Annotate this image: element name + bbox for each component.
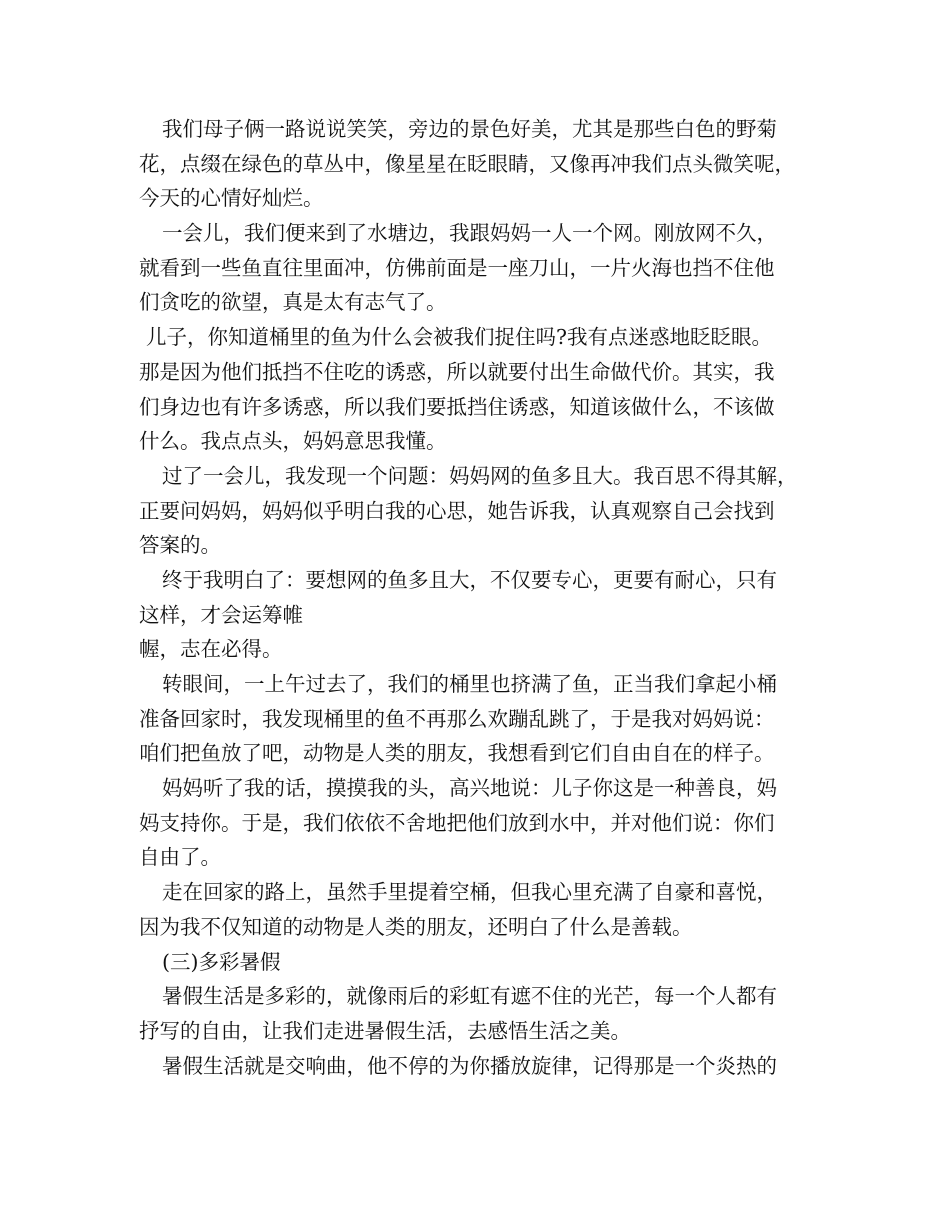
text-line: 正要问妈妈，妈妈似乎明白我的心思，她告诉我，认真观察自己会找到 — [139, 498, 775, 523]
text-line: 答案的。 — [139, 533, 221, 558]
text-line: 暑假生活就是交响曲，他不停的为你播放旋律，记得那是一个炎热的 — [162, 1053, 777, 1078]
text-line: 咱们把鱼放了吧，动物是人类的朋友，我想看到它们自由自在的样子。 — [139, 741, 775, 766]
text-line: 因为我不仅知道的动物是人类的朋友，还明白了什么是善载。 — [139, 914, 693, 939]
text-line: 转眼间，一上午过去了，我们的桶里也挤满了鱼，正当我们拿起小桶 — [162, 672, 777, 696]
text-line: 儿子，你知道桶里的鱼为什么会被我们捉住吗?我有点迷惑地眨眨眼。 — [146, 325, 772, 350]
text-line: 准备回家时，我发现桶里的鱼不再那么欢蹦乱跳了，于是我对妈妈说： — [139, 706, 775, 731]
text-line: 这样，才会运筹帷 — [139, 602, 303, 627]
text-line: 走在回家的路上，虽然手里提着空桶，但我心里充满了自豪和喜悦， — [162, 880, 777, 905]
text-line: 那是因为他们抵挡不住吃的诱惑，所以就要付出生命做代价。其实，我 — [139, 359, 775, 384]
text-line: 过了一会儿，我发现一个问题：妈妈网的鱼多且大。我百思不得其解， — [162, 463, 798, 488]
document-body — [139, 112, 829, 1083]
text-line: 花，点缀在绿色的草丛中，像星星在眨眼睛，又像再冲我们点头微笑呢， — [139, 151, 795, 176]
text-line: 自由了。 — [139, 845, 221, 870]
text-line: 幄，志在必得。 — [139, 637, 283, 662]
text-line: 什么。我点点头，妈妈意思我懂。 — [139, 429, 447, 454]
text-line: 抒写的自由，让我们走进暑假生活，去感悟生活之美。 — [139, 1018, 631, 1043]
text-line: 们贪吃的欲望，真是太有志气了。 — [139, 290, 447, 315]
text-line: 妈支持你。于是，我们依依不舍地把他们放到水中，并对他们说：你们 — [139, 810, 775, 835]
text-line: 就看到一些鱼直往里面冲，仿佛前面是一座刀山，一片火海也挡不住他 — [139, 255, 775, 280]
text-line: 妈妈听了我的话，摸摸我的头，高兴地说：儿子你这是一种善良，妈 — [162, 776, 777, 801]
text-line: 终于我明白了：要想网的鱼多且大，不仅要专心，更要有耐心，只有 — [162, 567, 777, 592]
text-line: 我们母子俩一路说说笑笑，旁边的景色好美，尤其是那些白色的野菊 — [162, 117, 777, 141]
text-line: 今天的心情好灿烂。 — [139, 186, 324, 211]
text-line: 们身边也有许多诱惑，所以我们要抵挡住诱惑，知道该做什么，不该做 — [139, 394, 775, 419]
text-line: 一会儿，我们便来到了水塘边，我跟妈妈一人一个网。刚放网不久， — [162, 221, 777, 246]
text-line: 暑假生活是多彩的，就像雨后的彩虹有遮不住的光芒，每一个人都有 — [162, 984, 777, 1009]
section-heading: (三)多彩暑假 — [162, 949, 281, 974]
